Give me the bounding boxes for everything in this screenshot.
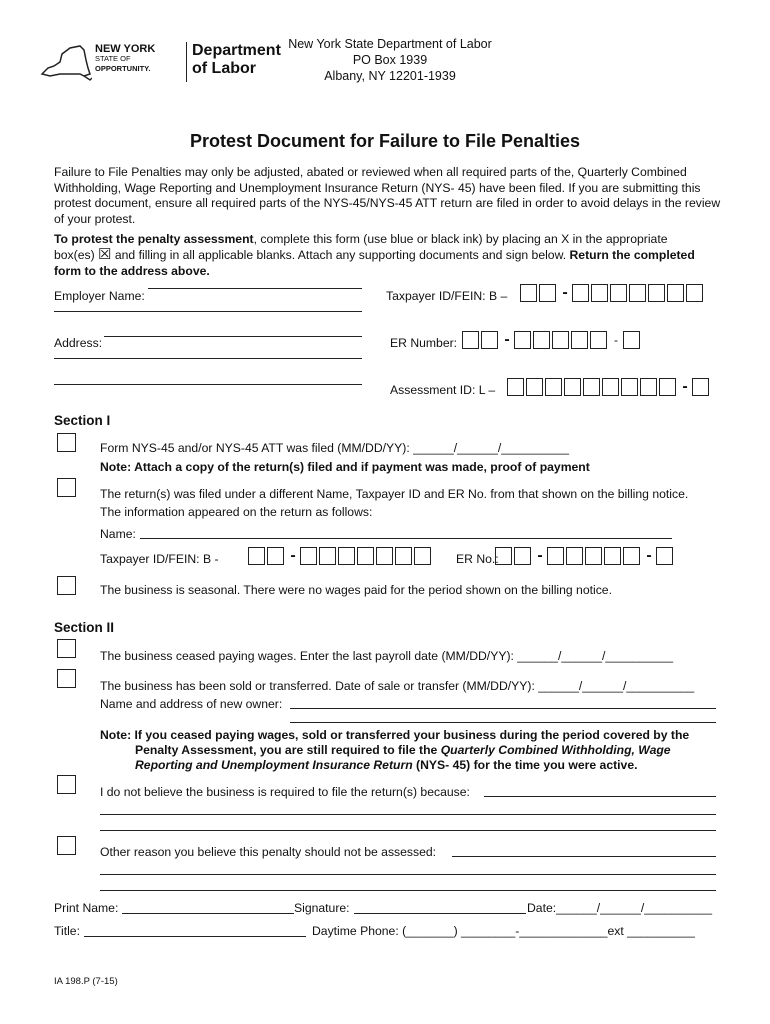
taxpayer-id-boxes[interactable]: - — [520, 284, 705, 302]
logo-department: Department — [192, 42, 281, 59]
section1-item3-checkbox[interactable] — [57, 576, 76, 595]
section2-item1-checkbox[interactable] — [57, 639, 76, 658]
assessment-id-label: Assessment ID: L – — [390, 383, 496, 397]
section2-heading: Section II — [54, 620, 115, 635]
employer-name-field-2[interactable] — [54, 311, 362, 312]
reason-field-2[interactable] — [100, 814, 716, 815]
new-owner-field-2[interactable] — [290, 722, 716, 723]
section1-name-label: Name: — [100, 527, 136, 541]
section2-note-l2-italic: Quarterly Combined Withholding, Wage — [440, 743, 671, 757]
address-line3: Albany, NY 12201-1939 — [324, 69, 456, 83]
section2-note — [100, 728, 740, 773]
title-field[interactable] — [84, 936, 306, 937]
address-line2: PO Box 1939 — [352, 53, 428, 67]
intro-paragraph: Failure to File Penalties may only be adjusted, abated or reviewed when all required parts of the, Quarterly Combined Withholding, Wage Reporting and Unemployment Insurance Return (NYS- 45) have been filed. If you are submitting this protest document, ensure all required parts of the NYS-45/NYS-45 ATT return are filed in order to avoid delays in the review of your protest. — [54, 165, 721, 226]
nys-dol-logo — [40, 40, 281, 86]
print-name-field[interactable] — [122, 913, 294, 914]
logo-new-york: NEW YORK — [95, 43, 156, 55]
new-owner-field[interactable] — [290, 708, 716, 709]
signature-label: Signature: — [294, 901, 350, 915]
section2-item3-checkbox[interactable] — [57, 775, 76, 794]
er-number-label: ER Number: — [390, 336, 458, 350]
instructions — [54, 231, 734, 279]
address-line1: New York State Department of Labor — [288, 37, 492, 51]
other-reason-field-2[interactable] — [100, 874, 716, 875]
section2-note-l3-italic: Reporting and Unemployment Insurance Return — [135, 758, 413, 772]
section1-item2-checkbox[interactable] — [57, 478, 76, 497]
address-field-2[interactable] — [54, 358, 362, 359]
section2-item2-text2: Name and address of new owner: — [100, 697, 283, 711]
daytime-phone[interactable]: Daytime Phone: (_______) ________-_____________ext __________ — [312, 924, 695, 938]
section1-taxpayer-label: Taxpayer ID/FEIN: B - — [100, 552, 219, 566]
instructions-bold: To protest the penalty assessment — [54, 232, 254, 246]
assessment-id-boxes[interactable]: - — [507, 378, 711, 396]
section1-heading: Section I — [54, 413, 111, 428]
date-label[interactable]: Date:______/______/__________ — [527, 901, 713, 915]
section2-item2-text: The business has been sold or transferred. Date of sale or transfer (MM/DD/YY): ______/______/__________ — [100, 679, 695, 693]
instructions-bold2: Return the completed — [569, 248, 695, 262]
instructions-text1: , complete this form (use blue or black ink) by placing an X in the appropriate — [253, 232, 668, 246]
section2-item3-text: I do not believe the business is required to file the return(s) because: — [100, 785, 470, 799]
employer-name-label: Employer Name: — [54, 289, 145, 303]
er-sep: - — [614, 333, 618, 347]
section2-note-l3: (NYS- 45) for the time you were active. — [412, 758, 638, 772]
logo-of-labor: of Labor — [192, 60, 256, 77]
other-reason-field-3[interactable] — [100, 890, 716, 891]
er-number-boxes[interactable]: - - — [462, 331, 642, 349]
section1-item2-text: The return(s) was filed under a different Name, Taxpayer ID and ER No. from that shown on the billing notice. — [100, 487, 689, 501]
title-label: Title: — [54, 924, 80, 938]
section1-er-boxes[interactable]: - - — [495, 547, 675, 565]
section2-note-l2: Penalty Assessment, you are still required to file the — [135, 743, 441, 757]
section2-note-l1: Note: If you ceased paying wages, sold or transferred your business during the period covered by the — [100, 728, 690, 742]
logo-state-of: STATE OF — [95, 54, 131, 63]
section2-item4-checkbox[interactable] — [57, 836, 76, 855]
reason-field-1[interactable] — [484, 796, 716, 797]
new-york-state-map-icon — [40, 44, 92, 82]
page-title: Protest Document for Failure to File Penalties — [189, 131, 581, 151]
instructions-text2: box(es) — [54, 248, 95, 262]
employer-name-field[interactable] — [148, 288, 362, 289]
checkbox-x-icon: ☒ — [98, 246, 112, 263]
section1-item1-text: Form NYS-45 and/or NYS-45 ATT was filed (MM/DD/YY): ______/______/__________ — [100, 441, 570, 455]
section1-item3-text: The business is seasonal. There were no wages paid for the period shown on the billing notice. — [100, 583, 612, 597]
instructions-bold3: form to the address above. — [54, 264, 210, 278]
section1-name-field[interactable] — [140, 538, 672, 539]
address-field[interactable] — [104, 336, 362, 337]
section1-taxpayer-boxes[interactable]: - — [248, 547, 433, 565]
section1-item1-note: Note: Attach a copy of the return(s) filed and if payment was made, proof of payment — [100, 460, 590, 474]
section2-item1-text: The business ceased paying wages. Enter the last payroll date (MM/DD/YY): ______/______/__________ — [100, 649, 674, 663]
print-name-label: Print Name: — [54, 901, 119, 915]
address-label: Address: — [54, 336, 103, 350]
section1-item1-checkbox[interactable] — [57, 433, 76, 452]
section2-item4-text: Other reason you believe this penalty should not be assessed: — [100, 845, 437, 859]
logo-opportunity: OPPORTUNITY. — [95, 64, 151, 73]
agency-address — [270, 36, 510, 84]
taxpayer-id-label: Taxpayer ID/FEIN: B – — [386, 289, 508, 303]
signature-field[interactable] — [354, 913, 526, 914]
reason-field-3[interactable] — [100, 830, 716, 831]
section1-item2-text2: The information appeared on the return as follows: — [100, 505, 373, 519]
other-reason-field-1[interactable] — [452, 856, 716, 857]
section2-item2-checkbox[interactable] — [57, 669, 76, 688]
address-field-3[interactable] — [54, 384, 362, 385]
section1-er-label: ER No.: — [456, 552, 499, 566]
instructions-text3: and filling in all applicable blanks. Attach any supporting documents and sign below. — [114, 248, 567, 262]
form-id: IA 198.P (7-15) — [54, 976, 118, 987]
